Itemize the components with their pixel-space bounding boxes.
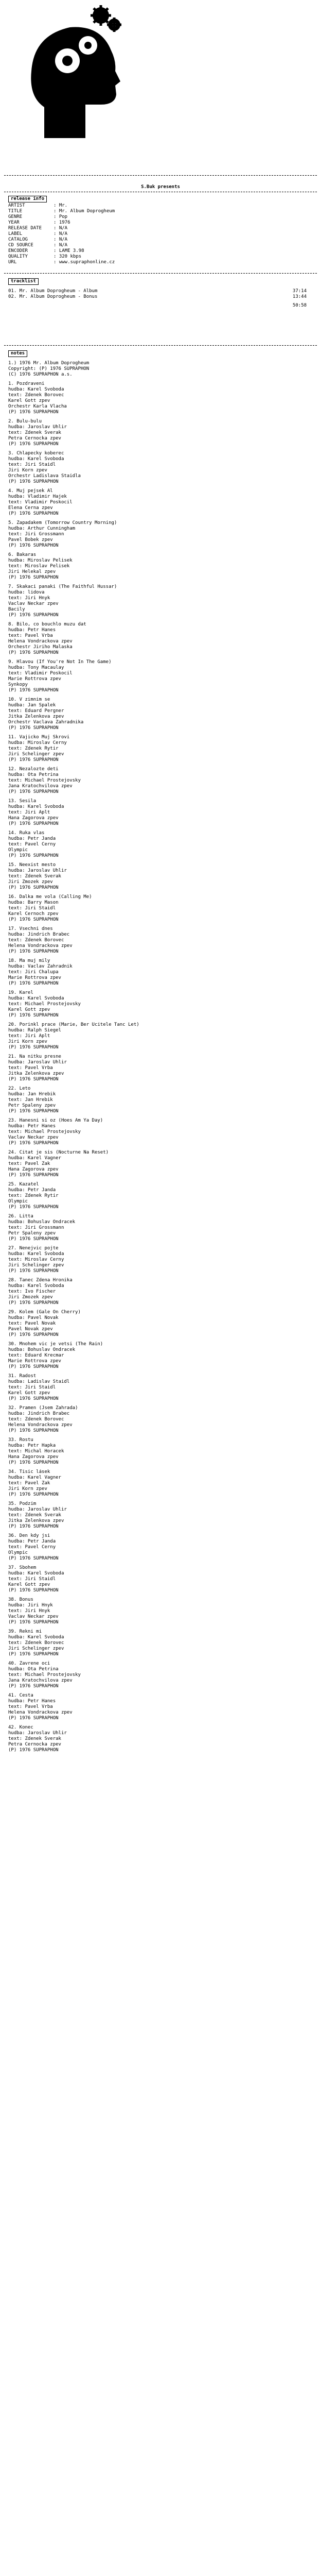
track-credit-line: hudba: Karel Svoboda — [8, 387, 64, 392]
track-title: 26. Litta — [8, 1214, 33, 1219]
tracklist-total: 50:58 — [292, 303, 307, 308]
track-title: 35. Podzim — [8, 1501, 37, 1506]
track-credit-line: (P) 1976 SUPRAPHON — [8, 1716, 59, 1721]
track-note — [8, 1725, 142, 1753]
track-credit-line: Vaclav Neckar zpev — [8, 1614, 59, 1619]
info-row: ARTIST : Mr. — [8, 203, 68, 208]
track-note — [8, 1661, 142, 1689]
track-note — [8, 1437, 142, 1466]
track-credit-line: hudba: Jiri Hnyk — [8, 1603, 53, 1608]
track-note — [8, 584, 142, 618]
track-credit-line: (P) 1976 SUPRAPHON — [8, 1332, 59, 1337]
track-note — [8, 1374, 142, 1402]
track-credit-line: text: Jiri Staidl — [8, 906, 56, 911]
track-credit-line: text: Miroslav Cerny — [8, 1257, 64, 1262]
track-title: 17. Vsechni dnes — [8, 926, 53, 931]
track-credit-line: hudba: Karel Vagner — [8, 1475, 61, 1480]
track-title: 6. Bakaras — [8, 552, 37, 557]
track-credit-line: hudba: lidova — [8, 590, 45, 595]
track-credit-line: Jiri Helekal zpev — [8, 569, 56, 574]
track-credit-line: (C) 1976 SUPRAPHON a.s. — [8, 372, 73, 377]
head-gears-logo — [24, 4, 121, 143]
track-note — [8, 1342, 142, 1370]
track-credit-line: Jana Kratochvilova zpev — [8, 784, 73, 789]
track-notes — [8, 361, 142, 1757]
track-credit-line: text: Jiri Chalupa — [8, 970, 59, 975]
track-credit-line: Vaclav Neckar zpev — [8, 1135, 59, 1140]
track-credit-line: Karel Gott zpev — [8, 1391, 50, 1396]
track-credit-line: Petr Spaleny zpev — [8, 1103, 56, 1108]
track-credit-line: Jiri Korn zpev — [8, 1039, 47, 1044]
track-credit-line: (P) 1976 SUPRAPHON — [8, 725, 59, 731]
track-credit-line: Orchestr Vaclava Zahradnika — [8, 720, 84, 725]
track-credit-line: text: Jiri Grossmann — [8, 1225, 64, 1230]
track-credit-line: hudba: Jaroslav Uhlir — [8, 1731, 67, 1736]
section-header-notes — [4, 350, 133, 357]
track-note — [8, 451, 142, 485]
track-title: 23. Hanesni si oz (Hoes Am Ya Day) — [8, 1118, 103, 1123]
track-credit-line: Jiri Schelinger zpev — [8, 752, 64, 757]
release-info — [8, 203, 163, 265]
track-credit-line: hudba: Karel Svoboda — [8, 996, 64, 1001]
track-title: 33. Rostu — [8, 1437, 33, 1443]
track-credit-line: text: Vladimir Poskocil — [8, 671, 73, 676]
track-credit-line: (P) 1976 SUPRAPHON — [8, 821, 59, 826]
track-title: 21. Na nitku presne — [8, 1054, 61, 1059]
track-note — [8, 1054, 142, 1082]
release-title: S.Buk presents — [141, 184, 180, 190]
track-credit-line: Bacily — [8, 607, 25, 612]
track-title: 28. Tanec Zdena Hronika — [8, 1278, 73, 1283]
track-credit-line: hudba: Petr Janda — [8, 836, 56, 841]
track-credit-line: Copyright: (P) 1976 SUPRAPHON — [8, 366, 90, 371]
track-credit-line: Karel Gott zpev — [8, 1582, 50, 1587]
track-credit-line: hudba: Karel Svoboda — [8, 1571, 64, 1576]
track-title: 19. Karel — [8, 990, 33, 995]
track-credit-line: (P) 1976 SUPRAPHON — [8, 410, 59, 415]
track-note — [8, 799, 142, 827]
track-credit-line: (P) 1976 SUPRAPHON — [8, 543, 59, 548]
track-credit-line: hudba: Vaclav Zahradnik — [8, 964, 73, 969]
track-note — [8, 520, 142, 549]
track-credit-line: Jiri Korn zpev — [8, 1486, 47, 1492]
track-note — [8, 990, 142, 1019]
track-title: 25. Kazatel — [8, 1182, 39, 1187]
track-credit-line: hudba: Karel Svoboda — [8, 1251, 64, 1257]
track-title: 18. Ma muj mily — [8, 958, 50, 963]
track-credit-line: (P) 1976 SUPRAPHON — [8, 1173, 59, 1178]
track-credit-line: text: Pavel Cerny — [8, 842, 56, 847]
track-title: 3. Chlapecky koberec — [8, 451, 64, 456]
track-note — [8, 735, 142, 763]
track-title: 39. Rekni mi — [8, 1629, 42, 1634]
track-note — [8, 1118, 142, 1146]
track-credit-line: Marie Rottrova zpev — [8, 676, 61, 682]
track-credit-line: text: Pavel Zak — [8, 1481, 50, 1486]
track-title: 24. Citat je sis (Nocturne Na Reset) — [8, 1150, 109, 1155]
track-credit-line: (P) 1976 SUPRAPHON — [8, 442, 59, 447]
track-credit-line: text: Pavel Novak — [8, 1321, 56, 1326]
track-credit-line: Jitka Zelenkova zpev — [8, 1518, 64, 1523]
separator — [4, 273, 317, 274]
track-title: 16. Dalka me vola (Calling Me) — [8, 894, 92, 900]
track-credit-line: (P) 1976 SUPRAPHON — [8, 479, 59, 484]
track-credit-line: (P) 1976 SUPRAPHON — [8, 1077, 59, 1082]
track-title: 38. Bonus — [8, 1597, 33, 1602]
track-credit-line: hudba: Pavel Novak — [8, 1315, 59, 1320]
track-title: 11. Vajicko Muj Skrovi — [8, 735, 70, 740]
track-credit-line: Petra Cernocka zpev — [8, 436, 61, 441]
track-credit-line: Elena Cerna zpev — [8, 505, 53, 511]
track-credit-line: Karel Gott zpev — [8, 1007, 50, 1012]
track-credit-line: Marie Rottrova zpev — [8, 1359, 61, 1364]
info-row: QUALITY : 320 kbps — [8, 254, 82, 259]
tracklist — [8, 289, 317, 309]
track-note — [8, 958, 142, 987]
track-title: 32. Pramen (Jsem Zahrada) — [8, 1405, 78, 1411]
track-note — [8, 1182, 142, 1210]
track-credit-line: (P) 1976 SUPRAPHON — [8, 1300, 59, 1306]
track-credit-line: text: Zdenek Rytir — [8, 746, 59, 751]
track-credit-line: hudba: Arthur Cunningham — [8, 526, 76, 531]
track-note — [8, 1597, 142, 1625]
track-note — [8, 926, 142, 955]
track-credit-line: (P) 1976 SUPRAPHON — [8, 1013, 59, 1018]
track-credit-line: hudba: Petr Hanes — [8, 1699, 56, 1704]
track-credit-line: (P) 1976 SUPRAPHON — [8, 613, 59, 618]
track-title: 31. Radost — [8, 1374, 37, 1379]
track-credit-line: text: Michael Prostejovsky — [8, 1002, 81, 1007]
track-note — [8, 361, 142, 378]
track-note — [8, 552, 142, 581]
track-credit-line: text: Zdenek Sverak — [8, 1513, 61, 1518]
track-title: 40. Zavrene oci — [8, 1661, 50, 1666]
info-row: URL : www.supraphonline.cz — [8, 260, 115, 265]
track-note — [8, 1501, 142, 1530]
track-title: 8. Bilo, co bouchlo muzu dat — [8, 622, 86, 627]
track-note — [8, 1246, 142, 1274]
track-title: 30. Mnohem vic je vetsi (The Rain) — [8, 1342, 103, 1347]
track-credit-line: (P) 1976 SUPRAPHON — [8, 1364, 59, 1369]
track-credit-line: text: Zdenek Borovec — [8, 1417, 64, 1422]
track-credit-line: text: Michael Prostejovsky — [8, 1129, 81, 1134]
track-credit-line: text: Jiri Staidl — [8, 1385, 56, 1390]
track-credit-line: Jiri Schelinger zpev — [8, 1263, 64, 1268]
track-credit-line: text: Jan Hrebik — [8, 1097, 53, 1103]
track-credit-line: Olympic — [8, 1199, 28, 1204]
track-note — [8, 1629, 142, 1657]
track-credit-line: text: Zdenek Sverak — [8, 430, 61, 435]
track-credit-line: (P) 1976 SUPRAPHON — [8, 885, 59, 890]
track-credit-line: (P) 1976 SUPRAPHON — [8, 1748, 59, 1753]
track-title: 10. V zimnim se — [8, 697, 50, 702]
section-header-release-info — [4, 196, 133, 202]
track-credit-line: (P) 1976 SUPRAPHON — [8, 1205, 59, 1210]
track-note — [8, 894, 142, 923]
track-note — [8, 697, 142, 731]
tracklist-row: 02. Mr. Album Doprogheum - Bonus 13:44 — [8, 294, 307, 299]
track-credit-line: text: Pavel Zak — [8, 1161, 50, 1166]
track-note — [8, 1533, 142, 1562]
track-credit-line: (P) 1976 SUPRAPHON — [8, 853, 59, 858]
track-title: 29. Kolem (Gale On Cherry) — [8, 1310, 81, 1315]
track-credit-line: (P) 1976 SUPRAPHON — [8, 1428, 59, 1433]
track-credit-line: (P) 1976 SUPRAPHON — [8, 1268, 59, 1274]
track-credit-line: text: Jiri Hnyk — [8, 596, 50, 601]
track-credit-line: hudba: Jan Spalek — [8, 703, 56, 708]
track-note — [8, 1214, 142, 1242]
track-title: 5. Zapadakem (Tomorrow Country Morning) — [8, 520, 117, 526]
track-credit-line: text: Jiri Staidl — [8, 1577, 56, 1582]
separator — [4, 345, 317, 346]
track-credit-line: text: Jiri Aplt — [8, 810, 50, 815]
track-credit-line: hudba: Jindrich Brabec — [8, 932, 70, 937]
track-credit-line: (P) 1976 SUPRAPHON — [8, 1045, 59, 1050]
track-credit-line: (P) 1976 SUPRAPHON — [8, 650, 59, 655]
track-note — [8, 659, 142, 693]
track-credit-line: hudba: Karel Svoboda — [8, 456, 64, 462]
track-credit-line: (P) 1976 SUPRAPHON — [8, 1524, 59, 1529]
track-credit-line: hudba: Jindrich Brabec — [8, 1411, 70, 1416]
track-credit-line: text: Pavel Cerny — [8, 1545, 56, 1550]
info-row: TITLE : Mr. Album Doprogheum — [8, 209, 115, 214]
track-title: 1. Pozdraveni — [8, 381, 45, 386]
track-credit-line: text: Eduard Krecmar — [8, 1353, 64, 1358]
track-title: 14. Ruka vlas — [8, 831, 45, 836]
track-credit-line: (P) 1976 SUPRAPHON — [8, 1588, 59, 1593]
track-credit-line: text: Jiri Hnyk — [8, 1608, 50, 1614]
track-credit-line: Orchestr Karla Vlacha — [8, 404, 67, 409]
track-credit-line: hudba: Ota Petrina — [8, 1667, 59, 1672]
tracklist-row: 01. Mr. Album Doprogheum - Album 37:14 — [8, 289, 307, 294]
track-credit-line: hudba: Karel Vagner — [8, 1156, 61, 1161]
section-header-tracklist — [4, 278, 133, 285]
track-credit-line: (P) 1976 SUPRAPHON — [8, 981, 59, 986]
track-credit-line: (P) 1976 SUPRAPHON — [8, 789, 59, 794]
info-row: CD SOURCE : N/A — [8, 243, 68, 248]
track-title: 22. Leto — [8, 1086, 31, 1091]
track-credit-line: text: Zdenek Borovec — [8, 938, 64, 943]
track-credit-line: Marie Rottrova zpev — [8, 975, 61, 980]
track-credit-line: Helena Vondrackova zpev — [8, 639, 73, 644]
track-credit-line: Jiri Zmozek zpev — [8, 879, 53, 885]
track-credit-line: text: Michal Horacek — [8, 1449, 64, 1454]
track-credit-line: hudba: Jaroslav Uhlir — [8, 868, 67, 873]
track-credit-line: hudba: Petr Janda — [8, 1188, 56, 1193]
track-note — [8, 1693, 142, 1721]
track-credit-line: text: Miroslav Pelisek — [8, 564, 70, 569]
track-credit-line: Orchestr Ladislava Staidla — [8, 473, 81, 479]
track-credit-line: Pavel Bobek zpev — [8, 537, 53, 543]
track-credit-line: hudba: Jan Hrebik — [8, 1092, 56, 1097]
track-credit-line: hudba: Karel Svoboda — [8, 804, 64, 809]
track-credit-line: Orchestr Jiriho Malaska — [8, 645, 73, 650]
track-note — [8, 831, 142, 859]
track-title: 12. Nezalozte deti — [8, 767, 59, 772]
track-credit-line: hudba: Petr Janda — [8, 1539, 56, 1544]
track-note — [8, 862, 142, 891]
track-credit-line: hudba: Petr Hanes — [8, 628, 56, 633]
track-note — [8, 1405, 142, 1434]
track-credit-line: text: Michael Prostejovsky — [8, 778, 81, 783]
track-note — [8, 381, 142, 415]
track-credit-line: (P) 1976 SUPRAPHON — [8, 1492, 59, 1497]
track-credit-line: Karel Cernoch zpev — [8, 911, 59, 917]
track-credit-line: hudba: Tony Macaulay — [8, 665, 64, 670]
track-credit-line: text: Pavel Vrba — [8, 1065, 53, 1071]
track-credit-line: hudba: Bohuslav Ondracek — [8, 1219, 76, 1225]
track-credit-line: Jiri Schelinger zpev — [8, 1646, 64, 1651]
track-credit-line: text: Vladimir Poskocil — [8, 500, 73, 505]
track-credit-line: text: Eduard Pergner — [8, 708, 64, 714]
track-title: 9. Hlavou (If You're Not In The Game) — [8, 659, 112, 665]
track-title: 20. Porinkl prace (Marie, Ber Ucitele Tanc Let) — [8, 1022, 139, 1027]
track-note — [8, 488, 142, 517]
track-note — [8, 1150, 142, 1178]
track-credit-line: text: Michael Prostejovsky — [8, 1672, 81, 1677]
track-credit-line: Pavel Novak zpev — [8, 1327, 53, 1332]
info-row: YEAR : 1976 — [8, 220, 70, 225]
track-credit-line: text: Pavel Vrba — [8, 633, 53, 638]
track-credit-line: hudba: Petr Hapka — [8, 1443, 56, 1448]
track-credit-line: hudba: Miroslav Cerny — [8, 740, 67, 745]
track-note — [8, 1086, 142, 1114]
track-credit-line: Hana Zagorova zpev — [8, 816, 59, 821]
track-credit-line: (P) 1976 SUPRAPHON — [8, 949, 59, 954]
track-credit-line: text: Zdenek Rytir — [8, 1193, 59, 1198]
track-credit-line: (P) 1976 SUPRAPHON — [8, 1396, 59, 1401]
track-credit-line: (P) 1976 SUPRAPHON — [8, 688, 59, 693]
track-credit-line: Helena Vondrackova zpev — [8, 943, 73, 948]
track-note — [8, 1278, 142, 1306]
track-title: 4. Muj pejsek Al — [8, 488, 53, 494]
track-credit-line: (P) 1976 SUPRAPHON — [8, 1620, 59, 1625]
track-credit-line: hudba: Jaroslav Uhlir — [8, 1060, 67, 1065]
info-row: RELEASE DATE : N/A — [8, 226, 68, 231]
track-credit-line: text: Jiri Staidl — [8, 462, 56, 467]
track-credit-line: text: Ivo Fischer — [8, 1289, 56, 1294]
track-credit-line: (P) 1976 SUPRAPHON — [8, 1141, 59, 1146]
section-label: release info — [8, 196, 47, 202]
track-credit-line: hudba: Bohuslav Ondracek — [8, 1347, 76, 1352]
track-credit-line: Karel Gott zpev — [8, 398, 50, 403]
track-credit-line: (P) 1976 SUPRAPHON — [8, 511, 59, 516]
track-credit-line: hudba: Miroslav Pelisek — [8, 558, 73, 563]
track-credit-line: Helena Vondrackova zpev — [8, 1710, 73, 1715]
track-credit-line: text: Zdenek Sverak — [8, 1736, 61, 1741]
track-credit-line: Helena Vondrackova zpev — [8, 1422, 73, 1428]
info-row: GENRE : Pop — [8, 214, 68, 219]
info-row: ENCODER : LAME 3.98 — [8, 248, 84, 253]
track-credit-line: hudba: Petr Hanes — [8, 1124, 56, 1129]
track-note — [8, 419, 142, 447]
track-credit-line: text: Pavel Vrba — [8, 1704, 53, 1709]
track-credit-line: text: Zdenek Borovec — [8, 1640, 64, 1646]
track-credit-line: Hana Zagorova zpev — [8, 1454, 59, 1460]
track-credit-line: hudba: Karel Svoboda — [8, 1283, 64, 1289]
track-title: 36. Den kdy jsi — [8, 1533, 50, 1538]
track-credit-line: Petr Spaleny zpev — [8, 1231, 56, 1236]
track-note — [8, 622, 142, 656]
track-credit-line: (P) 1976 SUPRAPHON — [8, 1109, 59, 1114]
track-credit-line: (P) 1976 SUPRAPHON — [8, 1236, 59, 1242]
track-credit-line: (P) 1976 SUPRAPHON — [8, 757, 59, 762]
track-credit-line: Jiri Korn zpev — [8, 468, 47, 473]
track-credit-line: hudba: Vladimir Hajek — [8, 494, 67, 499]
track-credit-line: (P) 1976 SUPRAPHON — [8, 1460, 59, 1465]
track-credit-line: (P) 1976 SUPRAPHON — [8, 917, 59, 922]
info-row: LABEL : N/A — [8, 231, 68, 236]
track-title: 15. Neexist mesto — [8, 862, 56, 868]
track-credit-line: text: Jiri Aplt — [8, 1033, 50, 1039]
track-credit-line: (P) 1976 SUPRAPHON — [8, 1684, 59, 1689]
section-label: notes — [8, 350, 27, 357]
track-credit-line: Vaclav Neckar zpev — [8, 601, 59, 606]
track-credit-line: hudba: Karel Svoboda — [8, 1635, 64, 1640]
track-credit-line: hudba: Barry Mason — [8, 900, 59, 905]
track-note — [8, 1565, 142, 1594]
track-credit-line: Jiri Zmozek zpev — [8, 1295, 53, 1300]
separator — [4, 175, 317, 176]
track-credit-line: Olympic — [8, 1550, 28, 1555]
track-title: 42. Konec — [8, 1725, 33, 1730]
track-title: 27. Nenejvic pojte — [8, 1246, 59, 1251]
track-title: 37. Sbohem — [8, 1565, 37, 1570]
track-credit-line: Hana Zagorova zpev — [8, 1167, 59, 1172]
track-title: 2. Bulu-bulu — [8, 419, 42, 424]
track-title: 34. Tisic lásek — [8, 1469, 50, 1475]
section-label: tracklist — [8, 278, 39, 285]
track-credit-line: text: Zdenek Sverak — [8, 874, 61, 879]
track-credit-line: Olympic — [8, 848, 28, 853]
track-note — [8, 767, 142, 795]
track-title: 41. Cesta — [8, 1693, 33, 1698]
track-credit-line: (P) 1976 SUPRAPHON — [8, 575, 59, 580]
track-credit-line: hudba: Jaroslav Uhlir — [8, 1507, 67, 1512]
track-credit-line: Petra Cernocka zpev — [8, 1742, 61, 1747]
track-note — [8, 1469, 142, 1498]
info-row: CATALOG : N/A — [8, 237, 68, 242]
track-credit-line: Jana Kratochvilova zpev — [8, 1678, 73, 1683]
track-credit-line: hudba: Jaroslav Uhlir — [8, 425, 67, 430]
track-credit-line: hudba: Ladislav Staidl — [8, 1379, 70, 1384]
track-credit-line: (P) 1976 SUPRAPHON — [8, 1652, 59, 1657]
track-note — [8, 1310, 142, 1338]
track-credit-line: hudba: Ralph Siegel — [8, 1028, 61, 1033]
track-credit-line: hudba: Ota Petrina — [8, 772, 59, 777]
track-title: 1.) 1976 Mr. Album Doprogheum — [8, 361, 90, 366]
track-credit-line: (P) 1976 SUPRAPHON — [8, 1556, 59, 1561]
track-note — [8, 1022, 142, 1050]
track-credit-line: text: Jiri Grossmann — [8, 532, 64, 537]
track-credit-line: Synkopy — [8, 682, 28, 687]
track-title: 13. Sesila — [8, 799, 37, 804]
track-credit-line: Jitka Zelenkova zpev — [8, 1071, 64, 1076]
track-title: 7. Skakaci panaki (The Faithful Hussar) — [8, 584, 117, 589]
track-credit-line: text: Zdenek Borovec — [8, 393, 64, 398]
track-credit-line: Jitka Zelenkova zpev — [8, 714, 64, 719]
